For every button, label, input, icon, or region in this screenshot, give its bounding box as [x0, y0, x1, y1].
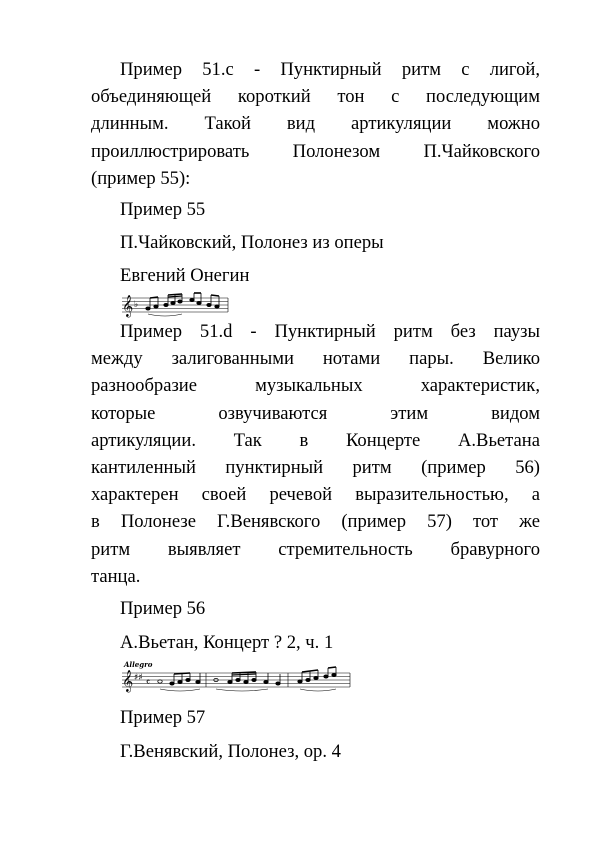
text-line: проиллюстрировать Полонезом П.Чайковского — [91, 140, 540, 162]
text-line: объединяющей короткий тон с последующим — [91, 86, 540, 108]
text-line: которые озвучиваются этим видом — [91, 402, 540, 424]
text-line: Пример 51.d - Пунктирный ритм без паузы — [120, 321, 540, 342]
paragraph-51d — [91, 318, 540, 590]
svg-text:𝄞: 𝄞 — [122, 670, 134, 692]
text-line: в Полонезе Г.Венявского (пример 57) тот же — [91, 511, 540, 533]
tempo-marking: Allegro — [124, 660, 153, 669]
text-line: разнообразие музыкальных характеристик, — [91, 375, 540, 397]
example-55-work: Евгений Онегин — [120, 265, 250, 286]
example-56-label: Пример 56 — [120, 598, 206, 619]
music-excerpt-56 — [120, 660, 352, 694]
svg-text:♯♯: ♯♯ — [134, 673, 143, 683]
staff-notation-56 — [120, 660, 352, 694]
example-57-label: Пример 57 — [120, 707, 206, 728]
example-56-composer: А.Вьетан, Концерт ? 2, ч. 1 — [120, 632, 334, 653]
text-line: артикуляции. Так в Концерте А.Вьетана — [91, 429, 540, 451]
text-line: танца. — [91, 565, 141, 587]
example-55-composer: П.Чайковский, Полонез из оперы — [120, 232, 384, 253]
text-line: кантиленный пунктирный ритм (пример 56) — [91, 456, 540, 478]
staff-notation-55 — [120, 292, 230, 318]
paragraph-51c — [91, 56, 540, 192]
text-line: ритм выявляет стремительность бравурного — [91, 538, 540, 560]
text-line: (пример 55): — [91, 167, 191, 189]
text-line: Пример 51.с - Пунктирный ритм с лигой, — [120, 59, 540, 80]
music-excerpt-55 — [120, 292, 230, 318]
example-55-label: Пример 55 — [120, 199, 206, 220]
text-line: характерен своей речевой выразительностью, а — [91, 484, 540, 506]
svg-text:♭: ♭ — [134, 300, 139, 310]
text-line: длинным. Такой вид артикуляции можно — [91, 113, 540, 135]
example-57-composer: Г.Венявский, Полонез, ор. 4 — [120, 741, 341, 762]
svg-text:𝄴: 𝄴 — [146, 678, 151, 688]
text-line: между залигованными нотами пары. Велико — [91, 348, 540, 370]
svg-text:𝄞: 𝄞 — [122, 295, 134, 317]
